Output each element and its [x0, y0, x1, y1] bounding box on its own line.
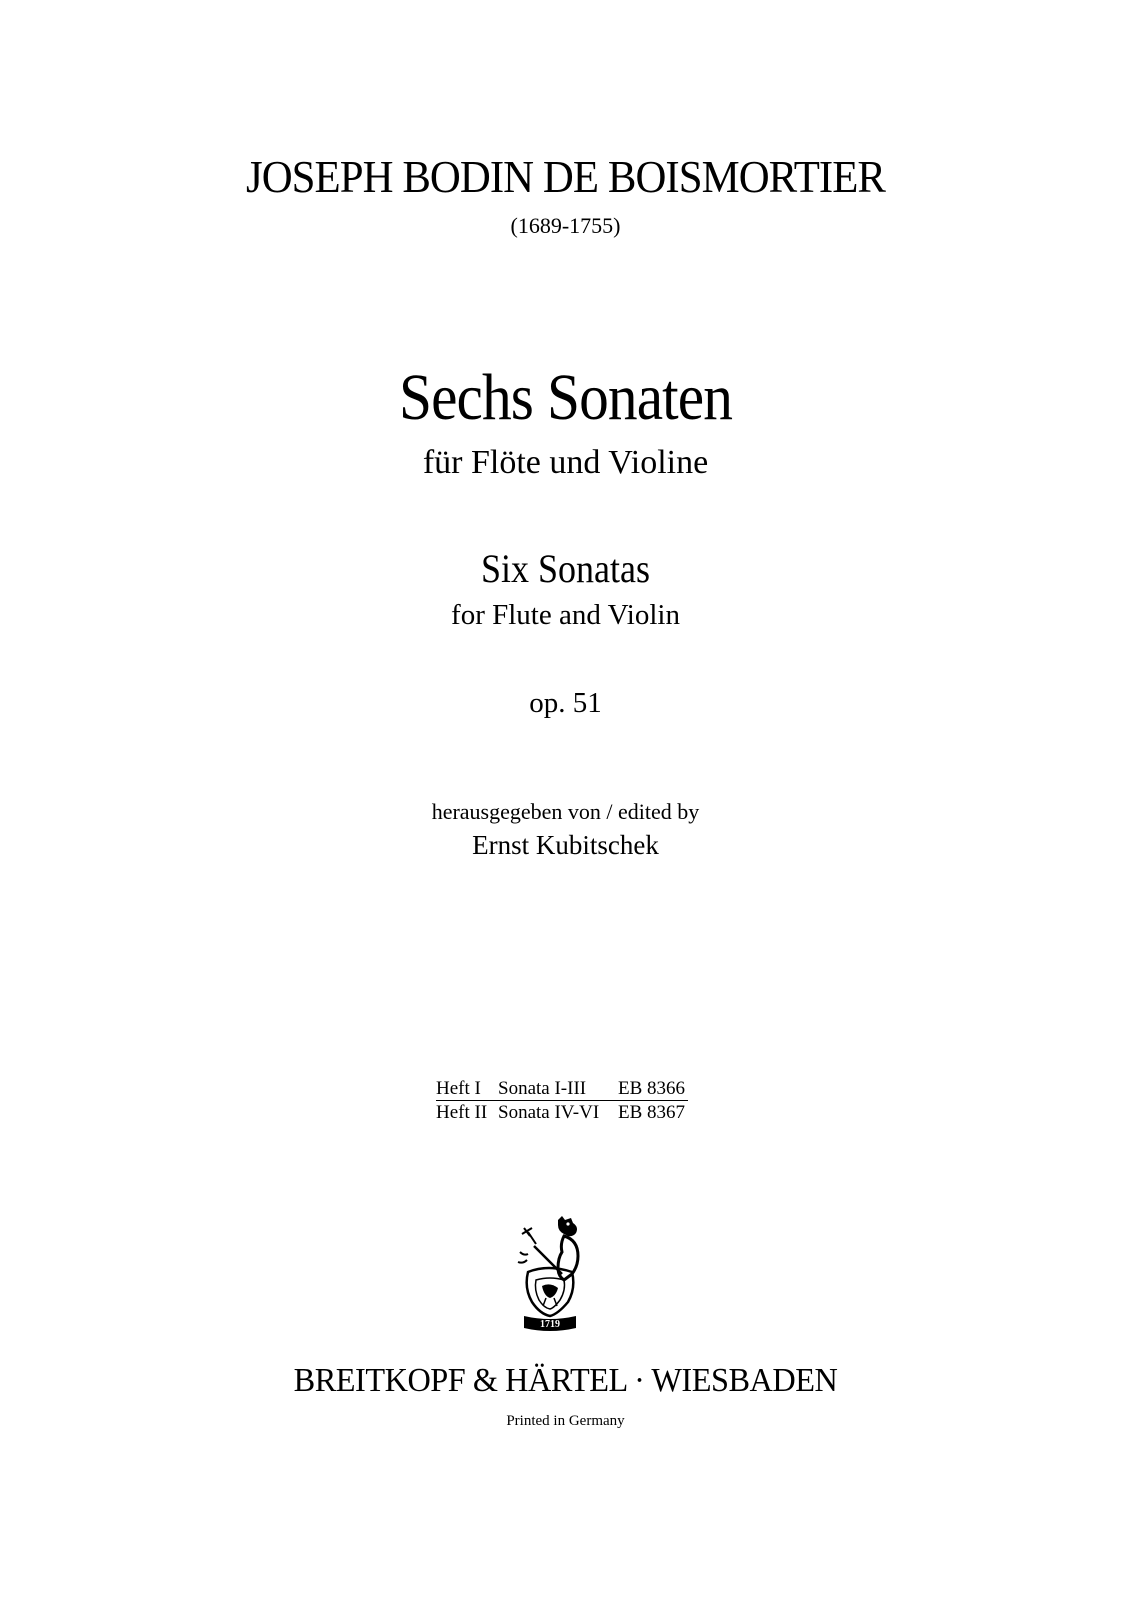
title-english: Six Sonatas [480, 546, 651, 591]
volume-list [436, 1078, 688, 1123]
volume-heft: Heft II [436, 1102, 488, 1123]
volume-row [436, 1102, 688, 1123]
volume-sonatas: Sonata IV-VI [498, 1102, 600, 1123]
logo-year: 1719 [540, 1319, 560, 1330]
title-german: Sechs Sonaten [398, 361, 733, 434]
publisher-name: BREITKOPF & HÄRTEL · WIESBADEN [293, 1362, 838, 1399]
volume-edition-number: EB 8366 [618, 1078, 686, 1099]
composer-dates: (1689-1755) [510, 213, 621, 238]
opus-number: op. 51 [529, 687, 602, 719]
volume-edition-number: EB 8367 [618, 1102, 686, 1123]
breitkopf-logo-icon [506, 1212, 594, 1332]
printed-in-label: Printed in Germany [506, 1413, 625, 1429]
composer-name: JOSEPH BODIN DE BOISMORTIER [245, 151, 886, 202]
volume-row [436, 1078, 688, 1101]
subtitle-english: for Flute and Violin [451, 599, 680, 631]
volume-sonatas: Sonata I-III [498, 1078, 587, 1099]
editor-name: Ernst Kubitschek [472, 830, 659, 860]
volume-heft: Heft I [436, 1078, 481, 1099]
subtitle-german: für Flöte und Violine [422, 444, 709, 481]
edited-by-label: herausgegeben von / edited by [431, 799, 700, 824]
